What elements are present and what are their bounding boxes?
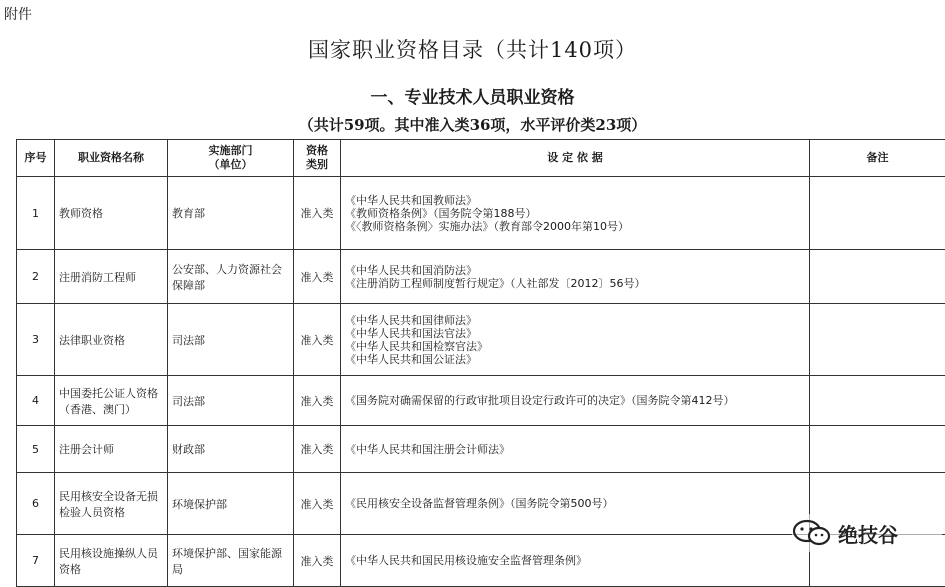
col-header-basis: 设 定 依 据 <box>341 140 810 177</box>
row-dept: 环境保护部、国家能源局 <box>168 535 294 587</box>
section-summary: （共计59项。其中准入类36项，水平评价类23项） <box>0 114 945 135</box>
row-name: 民用核安全设备无损检验人员资格 <box>55 473 168 535</box>
table-row <box>17 304 945 376</box>
basis-line: 《中华人民共和国检察官法》 <box>345 340 805 353</box>
basis-line: 《〈教师资格条例〉实施办法》（教育部令2000年第10号） <box>345 220 805 233</box>
row-basis <box>341 473 810 535</box>
table-row <box>17 376 945 426</box>
row-name: 法律职业资格 <box>55 304 168 376</box>
row-basis <box>341 535 810 587</box>
row-name: 民用核设施操纵人员资格 <box>55 535 168 587</box>
row-no: 7 <box>17 535 55 587</box>
row-note <box>810 376 945 426</box>
basis-line: 《国务院对确需保留的行政审批项目设定行政许可的决定》（国务院令第412号） <box>345 394 805 407</box>
col-header-note: 备注 <box>810 140 945 177</box>
row-dept: 司法部 <box>168 304 294 376</box>
row-no: 1 <box>17 177 55 250</box>
row-no: 4 <box>17 376 55 426</box>
table-row <box>17 250 945 304</box>
row-no: 2 <box>17 250 55 304</box>
row-type: 准入类 <box>294 473 341 535</box>
watermark <box>792 514 942 552</box>
row-basis <box>341 376 810 426</box>
col-header-type: 资格 类别 <box>294 140 341 177</box>
attachment-label: 附件 <box>4 4 32 24</box>
row-basis <box>341 304 810 376</box>
basis-line: 《中华人民共和国公证法》 <box>345 353 805 366</box>
row-name: 教师资格 <box>55 177 168 250</box>
row-dept: 公安部、人力资源社会保障部 <box>168 250 294 304</box>
table-row <box>17 426 945 473</box>
row-dept: 司法部 <box>168 376 294 426</box>
row-basis <box>341 426 810 473</box>
row-dept: 财政部 <box>168 426 294 473</box>
watermark-text: 绝技谷 <box>838 519 898 548</box>
basis-line: 《民用核安全设备监督管理条例》（国务院令第500号） <box>345 497 805 510</box>
row-note <box>810 250 945 304</box>
row-note <box>810 426 945 473</box>
wechat-icon <box>792 518 832 548</box>
row-dept: 教育部 <box>168 177 294 250</box>
row-no: 3 <box>17 304 55 376</box>
row-name: 注册消防工程师 <box>55 250 168 304</box>
basis-line: 《中华人民共和国民用核设施安全监督管理条例》 <box>345 554 805 567</box>
basis-line: 《中华人民共和国律师法》 <box>345 314 805 327</box>
basis-line: 《中华人民共和国法官法》 <box>345 327 805 340</box>
row-type: 准入类 <box>294 304 341 376</box>
basis-line: 《教师资格条例》（国务院令第188号） <box>345 207 805 220</box>
table-header-row <box>17 140 945 177</box>
section-title: 一、专业技术人员职业资格 <box>0 83 945 108</box>
page-title: 国家职业资格目录（共计140项） <box>0 34 945 64</box>
basis-line: 《中华人民共和国消防法》 <box>345 264 805 277</box>
row-note <box>810 304 945 376</box>
row-name: 注册会计师 <box>55 426 168 473</box>
row-note <box>810 177 945 250</box>
basis-line: 《中华人民共和国教师法》 <box>345 194 805 207</box>
basis-line: 《注册消防工程师制度暂行规定》（人社部发〔2012〕56号） <box>345 277 805 290</box>
row-no: 6 <box>17 473 55 535</box>
basis-line: 《中华人民共和国注册会计师法》 <box>345 443 805 456</box>
table-row <box>17 177 945 250</box>
col-header-dept: 实施部门 （单位） <box>168 140 294 177</box>
row-type: 准入类 <box>294 177 341 250</box>
row-dept: 环境保护部 <box>168 473 294 535</box>
row-type: 准入类 <box>294 376 341 426</box>
row-type: 准入类 <box>294 426 341 473</box>
row-name: 中国委托公证人资格（香港、澳门） <box>55 376 168 426</box>
row-type: 准入类 <box>294 250 341 304</box>
row-no: 5 <box>17 426 55 473</box>
row-type: 准入类 <box>294 535 341 587</box>
col-header-name: 职业资格名称 <box>55 140 168 177</box>
row-basis <box>341 177 810 250</box>
col-header-no: 序号 <box>17 140 55 177</box>
row-basis <box>341 250 810 304</box>
